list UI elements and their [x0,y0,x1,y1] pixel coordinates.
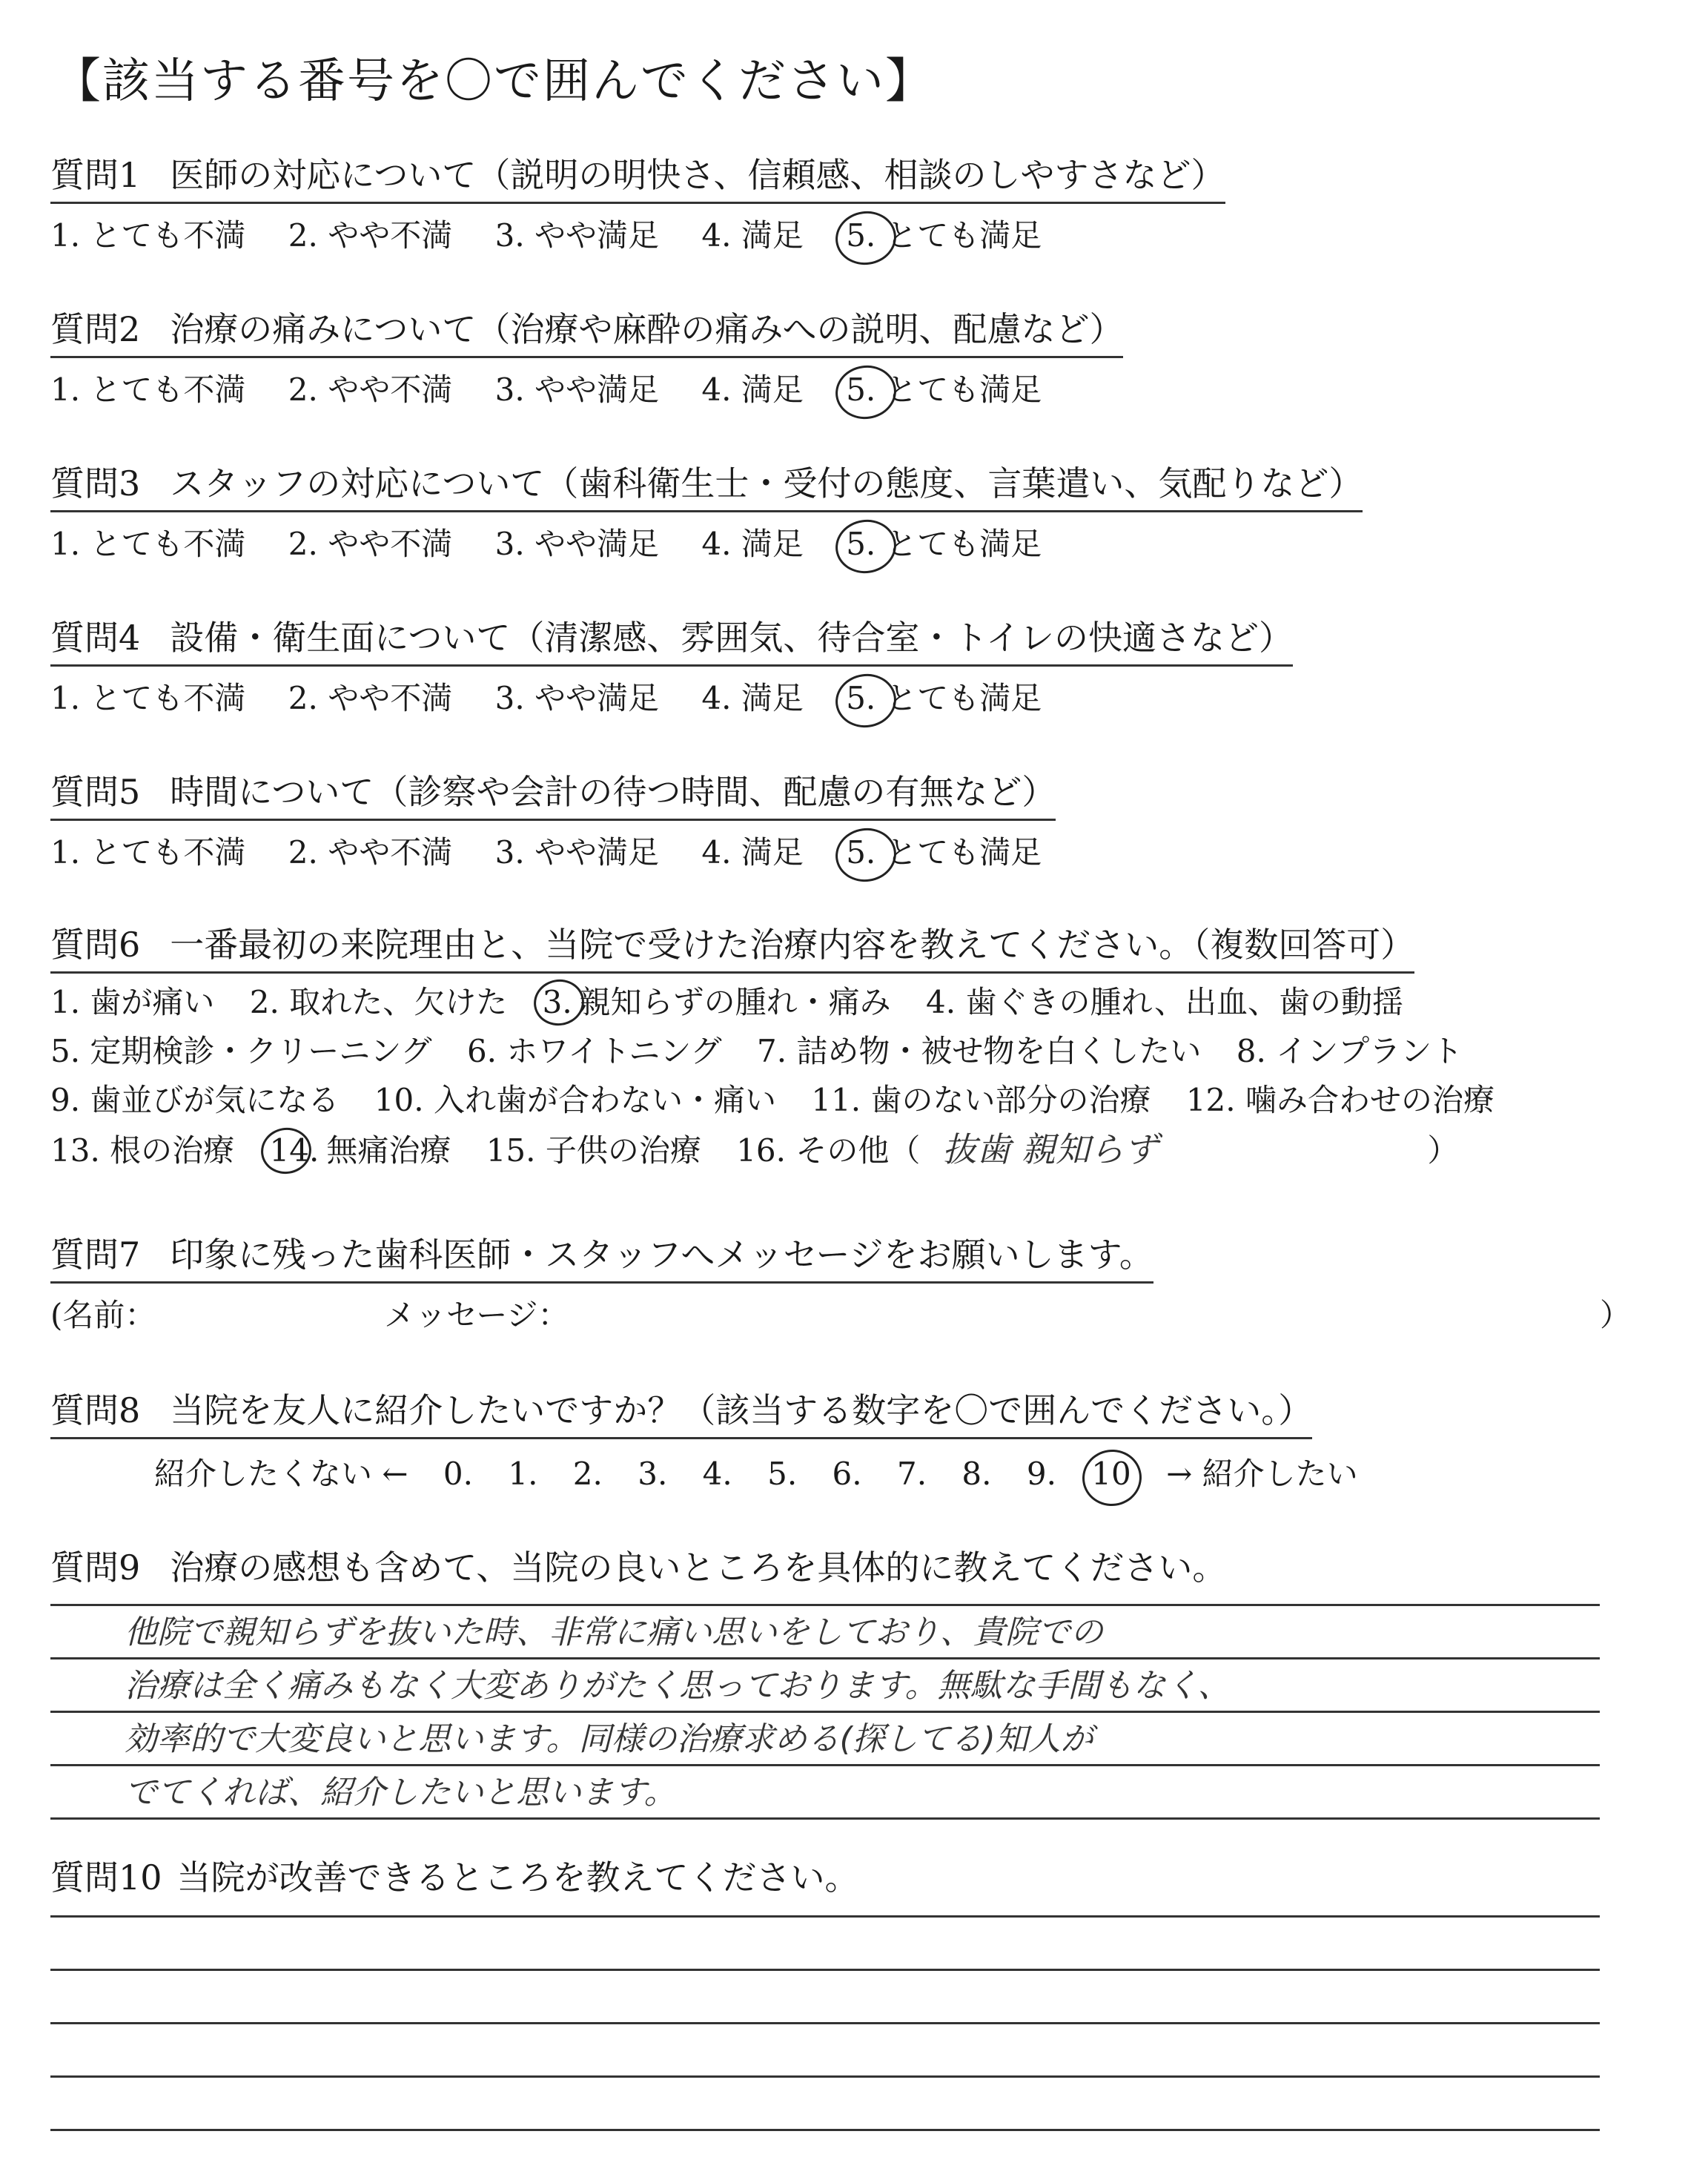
question-3-options [50,520,1615,564]
question-8 [50,1384,1615,1494]
reason-option-16[interactable]: 16. その他（ [736,1132,921,1169]
question-9-text: 治療の感想も含めて、当院の良いところを具体的に教えてください。 [170,1548,1227,1588]
message-close-paren: ） [1600,1297,1632,1333]
answer-line [50,1918,1600,1971]
question-1-title [50,148,1225,204]
reason-option-8[interactable]: 8. インプラント [1236,1033,1463,1069]
scale-10-selected[interactable]: 10 [1091,1456,1131,1492]
question-7-number: 質問7 [50,1235,141,1275]
option-4[interactable]: 4. 満足 [701,526,804,562]
option-4[interactable]: 4. 満足 [701,680,804,716]
option-5-selected[interactable]: 5. [846,834,876,871]
option-2[interactable]: 2. やや不満 [288,526,453,562]
question-10-number: 質問10 [50,1857,162,1898]
scale-9[interactable]: 9. [1026,1456,1056,1492]
option-2[interactable]: 2. やや不満 [288,680,453,716]
reason-option-14-selected[interactable]: 14. [270,1126,320,1175]
scale-1[interactable]: 1. [508,1456,538,1492]
answer-text-line-2: 治療は全く痛みもなく大変ありがたく思っております。無駄な手間もなく、 [125,1667,1231,1705]
option-5-label: とても満足 [886,680,1042,716]
scale-left-label: 紹介したくない ← [154,1456,408,1492]
question-7-text: 印象に残った歯科医師・スタッフへメッセージをお願いします。 [170,1235,1153,1275]
reason-option-15[interactable]: 15. 子供の治療 [486,1132,701,1169]
question-6-text: 一番最初の来院理由と、当院で受けた治療内容を教えてください。（複数回答可） [170,925,1415,965]
option-5-selected[interactable]: 5. [846,526,876,562]
reason-option-12[interactable]: 12. 噛み合わせの治療 [1185,1082,1494,1118]
scale-8[interactable]: 8. [961,1456,992,1492]
survey-header: 【該当する番号を〇で囲んでください】 [53,54,934,109]
option-1[interactable]: 1. とても不満 [50,834,246,871]
option-1[interactable]: 1. とても不満 [50,680,246,716]
question-1-text: 医師の対応について（説明の明快さ、信頼感、相談のしやすさなど） [170,155,1225,195]
option-4[interactable]: 4. 満足 [701,217,804,254]
question-5-options [50,828,1615,873]
scale-0[interactable]: 0. [443,1456,473,1492]
question-5-title [50,765,1056,821]
reason-option-14-label: 無痛治療 [326,1132,451,1169]
answer-text-line-1: 他院で親知らずを抜いた時、非常に痛い思いをしており、貴院での [125,1614,1103,1651]
reason-option-4[interactable]: 4. 歯ぐきの腫れ、出血、歯の動揺 [926,984,1403,1020]
answer-line [50,1553,1600,1606]
option-3[interactable]: 3. やや満足 [494,371,660,408]
question-6-row-2 [50,1027,1615,1076]
question-6-row-3 [50,1076,1615,1125]
option-5-label: とても満足 [886,526,1042,562]
question-9-answer-area[interactable] [50,1553,1600,1820]
name-label: (名前： [50,1297,156,1333]
option-2[interactable]: 2. やや不満 [288,371,453,408]
question-5-text: 時間について（診察や会計の待つ時間、配慮の有無など） [170,772,1056,812]
option-4[interactable]: 4. 満足 [701,371,804,408]
question-4-text: 設備・衛生面について（清潔感、雰囲気、待合室・トイレの快適さなど） [170,618,1294,658]
scale-7[interactable]: 7. [896,1456,927,1492]
reason-option-7[interactable]: 7. 詰め物・被せ物を白くしたい [756,1033,1202,1069]
option-5-label: とても満足 [886,371,1042,408]
reason-option-3-label: 親知らずの腫れ・痛み [579,984,891,1020]
question-10-text: 当院が改善できるところを教えてください。 [176,1857,859,1898]
question-2-title [50,303,1123,358]
scale-3[interactable]: 3. [638,1456,668,1492]
scale-5[interactable]: 5. [767,1456,798,1492]
reason-option-10[interactable]: 10. 入れ歯が合わない・痛い [374,1082,776,1118]
question-8-title [50,1384,1312,1439]
option-1[interactable]: 1. とても不満 [50,217,246,254]
other-handwritten-answer[interactable]: 抜歯 親知らず [942,1129,1158,1169]
answer-line [50,1713,1600,1766]
reason-option-1[interactable]: 1. 歯が痛い [50,984,215,1020]
question-6-number: 質問6 [50,925,141,965]
question-1 [50,148,1615,256]
question-4-number: 質問4 [50,618,141,658]
answer-text-line-4: でてくれば、紹介したいと思います。 [125,1774,677,1811]
question-4 [50,611,1615,719]
option-1[interactable]: 1. とても不満 [50,526,246,562]
scale-2[interactable]: 2. [572,1456,603,1492]
option-5-label: とても満足 [886,217,1042,254]
question-2 [50,303,1615,410]
answer-line [50,2078,1600,2131]
reason-option-13[interactable]: 13. 根の治療 [50,1132,235,1169]
question-5 [50,765,1615,873]
question-3-title [50,457,1363,512]
option-2[interactable]: 2. やや不満 [288,834,453,871]
question-7-title [50,1228,1153,1284]
answer-line [50,1766,1600,1820]
option-2[interactable]: 2. やや不満 [288,217,453,254]
question-10-answer-area[interactable] [50,1864,1600,2131]
question-6-title [50,918,1414,974]
answer-line [50,2024,1600,2078]
scale-right-label: → 紹介したい [1166,1456,1358,1492]
question-3 [50,457,1615,564]
question-8-number: 質問8 [50,1390,141,1430]
question-9-number: 質問9 [50,1548,141,1588]
question-7 [50,1228,1632,1335]
option-3[interactable]: 3. やや満足 [494,526,660,562]
question-2-options [50,366,1615,410]
option-5-selected[interactable]: 5. [846,217,876,254]
reason-option-9[interactable]: 9. 歯並びが気になる [50,1082,340,1118]
question-6 [50,918,1615,1174]
option-3[interactable]: 3. やや満足 [494,834,660,871]
reason-option-6[interactable]: 6. ホワイトニング [466,1033,722,1069]
message-label: メッセージ： [384,1297,569,1333]
question-6-row-1 [50,978,1615,1027]
question-1-options [50,211,1615,256]
question-2-text: 治療の痛みについて（治療や麻酔の痛みへの説明、配慮など） [170,309,1124,349]
reason-option-3-selected[interactable]: 3. [543,978,572,1027]
option-5-selected[interactable]: 5. [846,680,876,716]
scale-4[interactable]: 4. [702,1456,732,1492]
option-1[interactable]: 1. とても不満 [50,371,246,408]
question-5-number: 質問5 [50,772,141,812]
answer-text-line-3: 効率的で大変良いと思います。同様の治療求める(探してる)知人が [125,1720,1093,1758]
reason-option-2[interactable]: 2. 取れた、欠けた [249,984,508,1020]
question-3-number: 質問3 [50,463,141,503]
other-close-paren: ） [1427,1132,1459,1169]
question-4-options [50,674,1615,719]
question-3-text: スタッフの対応について（歯科衛生士・受付の態度、言葉遣い、気配りなど） [170,463,1363,503]
option-5-label: とても満足 [886,834,1042,871]
scale-6[interactable]: 6. [832,1456,862,1492]
question-7-message-line [50,1291,1632,1335]
option-4[interactable]: 4. 満足 [701,834,804,871]
question-4-title [50,611,1293,667]
answer-line [50,1864,1600,1918]
answer-line [50,1659,1600,1713]
question-6-row-4 [50,1125,1615,1174]
answer-line [50,1971,1600,2024]
option-3[interactable]: 3. やや満足 [494,217,660,254]
reason-option-11[interactable]: 11. 歯のない部分の治療 [811,1082,1151,1118]
recommend-scale [50,1450,1615,1494]
question-1-number: 質問1 [50,155,141,195]
reason-option-5[interactable]: 5. 定期検診・クリーニング [50,1033,432,1069]
answer-line [50,1606,1600,1659]
option-3[interactable]: 3. やや満足 [494,680,660,716]
question-8-text: 当院を友人に紹介したいですか？（該当する数字を〇で囲んでください。） [170,1390,1313,1430]
option-5-selected[interactable]: 5. [846,371,876,408]
question-2-number: 質問2 [50,309,141,349]
